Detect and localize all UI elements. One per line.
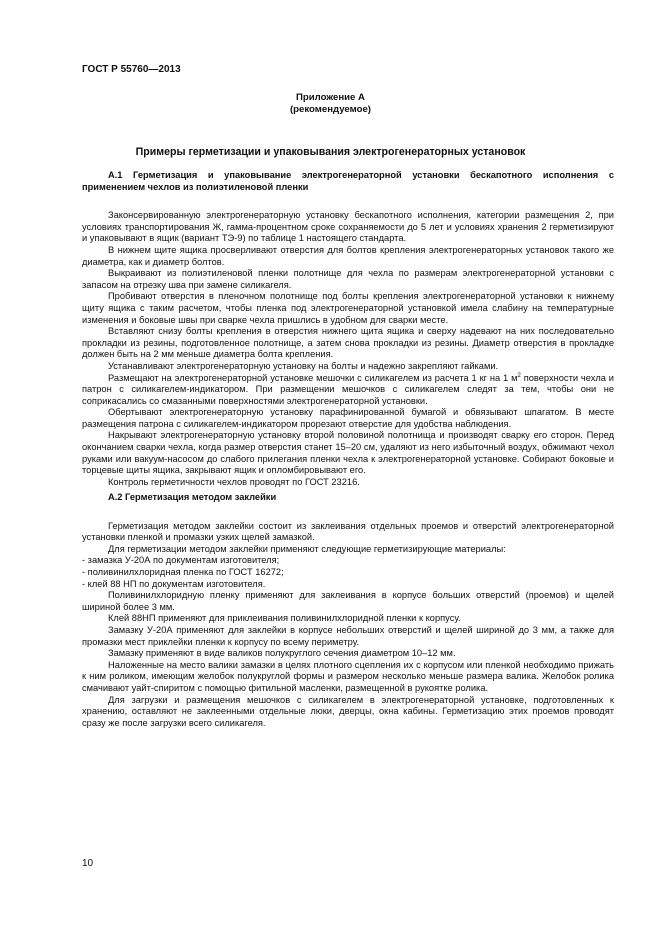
paragraph: Контроль герметичности чехлов проводят по ГОСТ 23216. xyxy=(108,476,360,487)
superscript: 2 xyxy=(517,372,521,379)
paragraph: Устанавливают электрогенераторную установку на болты и надежно закрепляют гайками. xyxy=(108,360,499,371)
paragraph: Законсервированную электрогенераторную установку бескапотного исполнения, категории размещения 2, при условиях транспортирования Ж, гамма-процентном сроке сохраняемости до 5 лет и условиях хранения 2 герметизируют и упаковывают в ящик (вариант ТЭ-9) по таблице 1 настоящего стандарта. xyxy=(82,210,614,244)
paragraph: Выкраивают из полиэтиленовой пленки полотнище для чехла по размерам электрогенераторной установки с запасом на отрезку шва при замене силикагеля. xyxy=(82,268,614,290)
paragraph: Накрывают электрогенераторную установку второй половиной полотнища и производят сварку его сторон. Перед окончанием сварки чехла, когда размер отверстия станет 15–20 см, удаляют из него избыточный воздух, обжимают чехол руками или вакуум-насосом до слабого прилегания пленки чехла к электрогенераторной установке. Собирают боковые и торцевые щиты ящика, закрывают ящик и опломбировывают его. xyxy=(82,430,614,476)
text-span: поверхности чехла и патрон с силикагелем-индикатором. При размещении мешочков с силикагелем следят за тем, чтобы они не соприкасались со смазанными поверхностями электрогенераторной установки. xyxy=(82,372,614,406)
paragraph: Поливинилхлоридную пленку применяют для заклеивания в корпусе больших отверстий (проемов) и щелей шириной более 3 мм. xyxy=(82,590,614,612)
paragraph: Герметизация методом заклейки состоит из заклеивания отдельных проемов и отверстий электрогенераторной установки пленкой и промазки узких щелей замазкой. xyxy=(82,520,614,543)
list-item: - поливинилхлоридная пленка по ГОСТ 16272; xyxy=(82,566,284,577)
paragraph: Для герметизации методом заклейки применяют следующие герметизирующие материалы: xyxy=(108,543,506,554)
paragraph: Пробивают отверстия в пленочном полотнище под болты крепления электрогенераторной установки к нижнему щиту ящика с таким расчетом, чтобы пленка под электрогенераторной установкой имела слабину на температурные изменения и боковые швы при сварке чехла пришлись в удобном для сварки месте. xyxy=(82,291,614,325)
paragraph: Замазку применяют в виде валиков полукруглого сечения диаметром 10–12 мм. xyxy=(108,648,456,659)
section-a2 xyxy=(82,492,614,729)
main-title: Примеры герметизации и упаковывания электрогенераторных установок xyxy=(135,146,526,158)
paragraph: Клей 88НП применяют для приклеивания поливинилхлоридной пленки к корпусу. xyxy=(108,613,461,624)
paragraph: Вставляют снизу болты крепления в отверстия нижнего щита ящика и сверху надевают на них последовательно прокладки из резины, подготовленное полотнище, а затем снова прокладки из резины. Диаметр отверстия в прокладке должен быть на 2 мм меньше диаметра болта крепления. xyxy=(82,326,614,360)
section-a1 xyxy=(82,170,614,488)
list-item: - клей 88 НП по документам изготовителя. xyxy=(82,578,266,589)
paragraph-desiccant xyxy=(82,373,614,408)
paragraph: В нижнем щите ящика просверливают отверстия для болтов крепления электрогенераторных установок такого же диаметра, как и диаметр болтов. xyxy=(82,244,614,267)
paragraph: Замазку У-20А применяют для заклейки в корпусе небольших отверстий и щелей шириной до 3 мм, а также для промазки мест приклейки пленки к корпусу по всему периметру. xyxy=(82,624,614,647)
paragraph: Обертывают электрогенераторную установку парафинированной бумагой и обвязывают шпагатом. В месте размещения патрона с силикагелем-индикатором прорезают отверстие для удобства наблюдения. xyxy=(82,407,614,429)
section-a2-heading: А.2 Герметизация методом заклейки xyxy=(108,492,277,502)
section-a1-heading: А.1 Герметизация и упаковывание электрогенераторной установки бескапотного исполнения с применением чехлов из полиэтиленовой пленки xyxy=(82,170,614,192)
text-span: Размещают на электрогенераторной установке мешочки с силикагелем из расчета 1 кг на 1 м xyxy=(108,372,518,383)
annex-title: Приложение А xyxy=(296,92,365,103)
page-number: 10 xyxy=(82,858,94,869)
document-code: ГОСТ Р 55760—2013 xyxy=(82,64,181,75)
list-item: - замазка У-20А по документам изготовителя; xyxy=(82,555,280,566)
annex-subtitle: (рекомендуемое) xyxy=(289,104,371,115)
paragraph: Для загрузки и размещения мешочков с силикагелем в электрогенераторной установке, подготовленных к хранению, оставляют не заклеенными отдельные люки, дверцы, окна кабины. Герметизацию этих проемов проводят сразу же после загрузки всего силикагеля. xyxy=(82,694,614,728)
paragraph: Наложенные на место валики замазки в целях плотного сцепления их с корпусом или пленкой необходимо прижать к ним роликом, имеющим желобок полукруглой формы и размером несколько меньше размера валика. Желобок ролика смачивают уайт-спиритом с помощью фитильной масленки, размещенной в рукоятке ролика. xyxy=(82,659,614,693)
